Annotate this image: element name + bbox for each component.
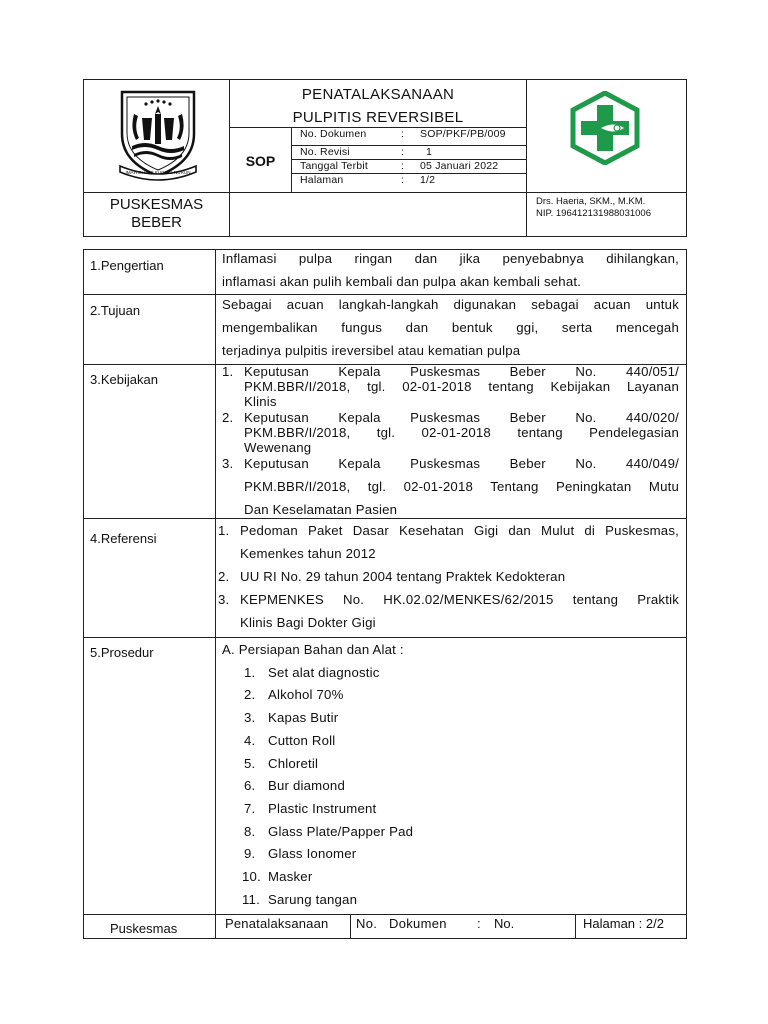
footer-colon: : bbox=[477, 916, 481, 931]
list-number: 9. bbox=[244, 846, 256, 862]
meta-value: 1 bbox=[426, 146, 433, 158]
tujuan-text bbox=[222, 293, 679, 362]
list-number: 3. bbox=[244, 710, 256, 726]
emblem-motto: IMAH DI DAS KUCING NURUN bbox=[125, 170, 191, 175]
list-number: 1. bbox=[218, 523, 230, 538]
list-number: 2. bbox=[222, 410, 234, 425]
regional-emblem-logo bbox=[112, 88, 204, 182]
puskesmas-line-2: BEBER bbox=[131, 214, 182, 231]
meta-colon: : bbox=[401, 174, 405, 186]
list-item bbox=[222, 798, 679, 821]
prosedur-block bbox=[222, 639, 679, 911]
list-number: 1. bbox=[244, 664, 256, 680]
footer-puskesmas: Puskesmas bbox=[110, 921, 178, 936]
text-line: Keputusan Kepala Puskesmas Beber No. 440/051/ bbox=[244, 364, 679, 379]
meta-label: Tanggal Terbit bbox=[300, 160, 368, 172]
list-number: 3. bbox=[222, 456, 234, 471]
text-line: Dan Keselamatan Pasien bbox=[244, 502, 398, 517]
text-line: PKM.BBR/I/2018, tgl. 02-01-2018 tentang Kebijakan Layanan bbox=[244, 379, 679, 394]
list-number: 2. bbox=[218, 569, 230, 584]
text-line: Sebagai acuan langkah-langkah digunakan sebagai acuan untuk bbox=[222, 297, 679, 312]
signer-block bbox=[536, 196, 686, 220]
puskesmas-line-1: PUSKESMAS bbox=[109, 196, 204, 213]
list-text: Alkohol 70% bbox=[268, 687, 344, 703]
list-text: Glass Plate/Papper Pad bbox=[268, 823, 414, 839]
list-item bbox=[218, 565, 679, 588]
signer-nip: NIP. 196412131988031006 bbox=[536, 208, 651, 219]
footer-halaman: Halaman : 2/2 bbox=[583, 916, 664, 931]
list-item bbox=[218, 519, 679, 565]
text-line: inflamasi akan pulih kembali dan pulpa akan kembali sehat. bbox=[222, 274, 582, 289]
list-text: Sarung tangan bbox=[268, 891, 358, 907]
list-number: 1. bbox=[222, 364, 234, 379]
text-line: Kemenkes tahun 2012 bbox=[240, 546, 376, 561]
meta-label: Halaman bbox=[300, 174, 344, 186]
text-line: Inflamasi pulpa ringan dan jika penyebabnya dihilangkan, bbox=[222, 251, 679, 266]
section-label-kebijakan: 3.Kebijakan bbox=[90, 372, 158, 387]
text-line: terjadinya pulpitis ireversibel atau kematian pulpa bbox=[222, 343, 521, 358]
list-text: Chloretil bbox=[268, 755, 319, 771]
title-line-2: PULPITIS REVERSIBEL bbox=[292, 109, 464, 126]
footer-judul: Penatalaksanaan bbox=[225, 916, 329, 931]
list-item bbox=[222, 843, 679, 866]
list-number: 5. bbox=[244, 755, 256, 771]
text-line: Pedoman Paket Dasar Kesehatan Gigi dan Mulut di Puskesmas, bbox=[240, 523, 679, 538]
signer-name: Drs. Haeria, SKM., M.KM. bbox=[536, 196, 646, 207]
list-number: 7. bbox=[244, 800, 256, 816]
list-text: Masker bbox=[268, 869, 313, 885]
list-number: 8. bbox=[244, 823, 256, 839]
list-item bbox=[222, 662, 679, 685]
meta-value: 05 Januari 2022 bbox=[420, 160, 499, 172]
meta-colon: : bbox=[401, 128, 405, 140]
title-line-1: PENATALAKSANAAN bbox=[301, 86, 455, 103]
meta-label: No. Dokumen bbox=[300, 128, 367, 140]
referensi-list bbox=[218, 519, 679, 634]
sop-label: SOP bbox=[245, 153, 276, 169]
section-label-referensi: 4.Referensi bbox=[90, 531, 157, 546]
meta-label: No. Revisi bbox=[300, 146, 350, 158]
footer-no: No. bbox=[494, 916, 515, 931]
list-number: 10. bbox=[242, 869, 261, 885]
puskesmas-name bbox=[84, 196, 229, 232]
list-text: Bur diamond bbox=[268, 778, 345, 794]
prosedur-items bbox=[222, 662, 679, 912]
list-item bbox=[222, 364, 679, 409]
list-item bbox=[222, 452, 679, 521]
prosedur-heading: A. Persiapan Bahan dan Alat : bbox=[222, 642, 404, 657]
list-item bbox=[222, 684, 679, 707]
document-title bbox=[230, 86, 526, 126]
list-item bbox=[222, 707, 679, 730]
list-item bbox=[222, 821, 679, 844]
list-item bbox=[222, 866, 679, 889]
footer-no-dokumen: No. Dokumen bbox=[356, 916, 447, 931]
list-text: Cutton Roll bbox=[268, 732, 336, 748]
meta-value: 1/2 bbox=[420, 174, 436, 186]
list-number: 6. bbox=[244, 778, 256, 794]
section-label-prosedur: 5.Prosedur bbox=[90, 645, 154, 660]
section-label-tujuan: 2.Tujuan bbox=[90, 303, 141, 318]
list-number: 4. bbox=[244, 732, 256, 748]
text-line: mengembalikan fungus dan bentuk ggi, serta mencegah bbox=[222, 320, 679, 335]
list-number: 11. bbox=[242, 891, 260, 907]
text-line: UU RI No. 29 tahun 2004 tentang Praktek Kedokteran bbox=[240, 569, 566, 584]
text-line: Wewenang bbox=[244, 440, 312, 455]
list-item bbox=[222, 410, 679, 455]
list-text: Set alat diagnostic bbox=[268, 664, 380, 680]
list-text: Kapas Butir bbox=[268, 710, 339, 726]
section-label-pengertian: 1.Pengertian bbox=[90, 258, 164, 273]
list-item bbox=[222, 889, 679, 912]
text-line: PKM.BBR/I/2018, tgl. 02-01-2018 tentang Pendelegasian bbox=[244, 425, 679, 440]
text-line: Klinis bbox=[244, 394, 277, 409]
list-number: 2. bbox=[244, 687, 256, 703]
list-item bbox=[222, 730, 679, 753]
pengertian-text bbox=[222, 247, 679, 293]
text-line: KEPMENKES No. HK.02.02/MENKES/62/2015 tentang Praktik bbox=[240, 592, 679, 607]
puskesmas-logo bbox=[570, 91, 640, 165]
text-line: Keputusan Kepala Puskesmas Beber No. 440/020/ bbox=[244, 410, 679, 425]
meta-colon: : bbox=[401, 160, 405, 172]
list-number: 3. bbox=[218, 592, 230, 607]
list-item bbox=[218, 588, 679, 634]
meta-value: SOP/PKF/PB/009 bbox=[420, 128, 506, 140]
list-text: Glass Ionomer bbox=[268, 846, 357, 862]
kebijakan-list bbox=[222, 364, 679, 521]
meta-colon: : bbox=[401, 146, 405, 158]
text-line: Klinis Bagi Dokter Gigi bbox=[240, 615, 376, 630]
text-line: PKM.BBR/I/2018, tgl. 02-01-2018 Tentang Peningkatan Mutu bbox=[244, 479, 679, 494]
list-item bbox=[222, 753, 679, 776]
list-item bbox=[222, 775, 679, 798]
list-text: Plastic Instrument bbox=[268, 800, 377, 816]
text-line: Keputusan Kepala Puskesmas Beber No. 440/049/ bbox=[244, 456, 679, 471]
